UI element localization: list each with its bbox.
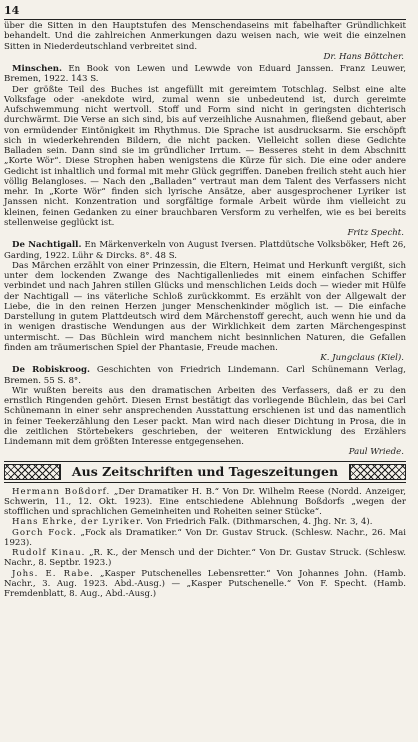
entry-author: Hans Ehrke, der Lyriker. (12, 517, 144, 528)
review-robiskroog (4, 365, 406, 457)
review-heading (4, 64, 406, 85)
review-body: Der größte Teil des Buches ist angefüllt mit gereimtem Totschlag. Selbst eine alte Volksfage oder -anekdote wird, zumal wenn sie unbedeutend ist, durch gereimte Aufschwemmung nicht wertvoll. Stoff und Form sind nicht in geringsten dichterisch durchwärmt. Die Verse an sich sind, bis auf verzeihliche Ausnahmen, fließend gebaut, aber von ermüdender Eintönigkeit im Rhythmus. Die Sprache ist ausdrucksarm. Sie erschöpft sich in wiederkehrenden Bildern, die nicht packen. Vielleicht sollen diese Gedichte Balladen sein. Dann sind sie im gründlicher Irrtum. — Besseres steht in dem Abschnitt „Korte Wör“. Diese Strophen haben wenigstens die Kürze für sich. Die eine oder andere Gedicht ist inhaltlich und formal mit mehr Glück gegriffen. Daneben freilich steht auch hier völlig Belangloses. — Nach den „Balladen“ vertraut man dem Talent des Verfassers nicht mehr. In „Korte Wör“ finden sich lyrische Ansätze, aber ausgesprochener Lyriker ist Janssen nicht. Konzentration und sorgfältige formale Arbeit würde ihm vielleicht zu kleinen, feinen Gedanken zu einer brauchbaren Versform zu verhelfen, wie es bei bereits stellenweise geglückt ist. (4, 84, 406, 228)
review-meta: Geschichten von Friedrich Lindemann. Carl Schünemann Verlag, Bremen. 55 S. 8°. (4, 365, 406, 386)
review-minschen (4, 64, 406, 238)
review-body: Wir wußten bereits aus den dramatischen Arbeiten des Verfassers, daß er zu den ernstlich Ringenden gehört. Diesen Ernst bestätigt das vorliegende Büchlein, das bei Carl Schünemann in einer sehr ansprechenden Ausstattung erschienen ist und das namentlich in feiner Teekerzählung den Leser packt. Man wird nach dieser Dichtung in Prosa, die in die zeitlichen Störtebekers geschrieben, der weiteren Entwicklung des Erzählers Lindemann mit dem größten Interesse entgegensehen. (4, 385, 406, 447)
review-body: Das Märchen erzählt von einer Prinzessin, die Eltern, Heimat und Herkunft vergißt, sich unter dem lockenden Zwange des Nachtigallenliedes mit einem einfachen Schiffer verbindet und nach Jahren stillen Glücks und menschlichen Leids doch — wieder mit Hülfe der Nachtigall — ins väterliche Schloß zurückkommt. Es erzählt von der Allgewalt der Liebe, die in den reinen Herzen junger Menschenkinder möglich ist. — Die einfache Darstellung in gutem Plattdeutsch wird dem Märchenstoff gerecht, auch wenn hie und da in wenigen drastische Wendungen aus der Wirklichkeit dem zarten Märchengespinst untermischt. — Das Büchlein wird manchem nicht besinnlichen Naturen, die Gefallen finden am träumerischen Spiel der Phantasie, Freude machen. (4, 260, 406, 353)
review-meta: En Märkenverkeln von August Iversen. Plattdütsche Volksböker, Heft 26, Garding, 1922. Lühr & Dircks. 8°. 48 S. (4, 240, 406, 261)
periodical-list (4, 487, 406, 600)
ornament-right-icon (350, 464, 406, 480)
review-signature: Paul Wriede. (348, 447, 404, 458)
entry-text: „Kasper Putschenelles Lebensretter.“ Von Johannes John. (Hamb. Nachr., 3. Aug. 1923. Abd.-Ausg.) — „Kasper Putschenelle.“ Von F. Specht. (Hamb. Fremdenblatt, 8. Aug., Abd.-Ausg.) (4, 568, 407, 599)
entry-text: „R. K., der Mensch und der Dichter.“ Von Dr. Gustav Struck. (Schlesw. Nachr., 8. Septbr. 1923.) (4, 548, 407, 569)
review-nachtigall (4, 240, 406, 363)
entry-author: Gorch Fock. (12, 527, 77, 538)
review-meta: En Book von Lewen und Lewwde von Eduard Janssen. Franz Leuwer, Bremen, 1922. 143 S. (4, 64, 407, 85)
entry-author: Hermann Boßdorf. (12, 486, 111, 497)
review-signature: K. Jungclaus (Kiel). (320, 353, 404, 363)
list-item (4, 569, 406, 600)
list-item (4, 548, 406, 569)
intro-paragraph: über die Sitten in den Hauptstufen des Menschendaseins mit fabelhafter Gründlichkeit behandelt. Und die zahlreichen Anmerkungen dazu weisen nach, wie weit die einzelnen Sitten in Niederdeutschland verbreitet sind. (4, 21, 406, 52)
page-number: 14 (4, 4, 20, 17)
review-title: De Robiskroog. (12, 365, 91, 376)
section-title: Aus Zeitschriften und Tageszeitungen (60, 464, 350, 480)
entry-author: Rudolf Kinau. (12, 548, 86, 558)
review-heading (4, 365, 406, 386)
list-item (4, 528, 406, 549)
review-signature: Fritz Specht. (347, 228, 404, 238)
entry-text: „Fock als Dramatiker.“ Von Dr. Gustav Struck. (Schlesw. Nachr., 26. Mai 1923). (4, 527, 406, 548)
section-banner (4, 461, 406, 483)
entry-text: Von Friedrich Falk. (Dithmarschen, 4. Jhg. Nr. 3, 4). (146, 517, 373, 528)
list-item (4, 517, 406, 527)
review-heading (4, 240, 406, 261)
review-title: Minschen. (12, 64, 63, 74)
entry-text: „Der Dramatiker H. B.“ Von Dr. Wilhelm Reese (Nordd. Anzeiger, Schwerin, 11., 12. Okt. 1923). Eine entschiedene Ablehnung Boßdorfs „wegen der stofflichen und sprachlichen Gemeinheiten und Roheiten seiner Stücke“. (4, 486, 406, 517)
review-title: De Nachtigall. (12, 240, 82, 251)
entry-author: Johs. E. Rabe. (12, 568, 94, 579)
intro-signature: Dr. Hans Böttcher. (323, 51, 404, 62)
ornament-left-icon (4, 464, 60, 480)
list-item (4, 487, 406, 518)
header-rule (4, 19, 406, 20)
